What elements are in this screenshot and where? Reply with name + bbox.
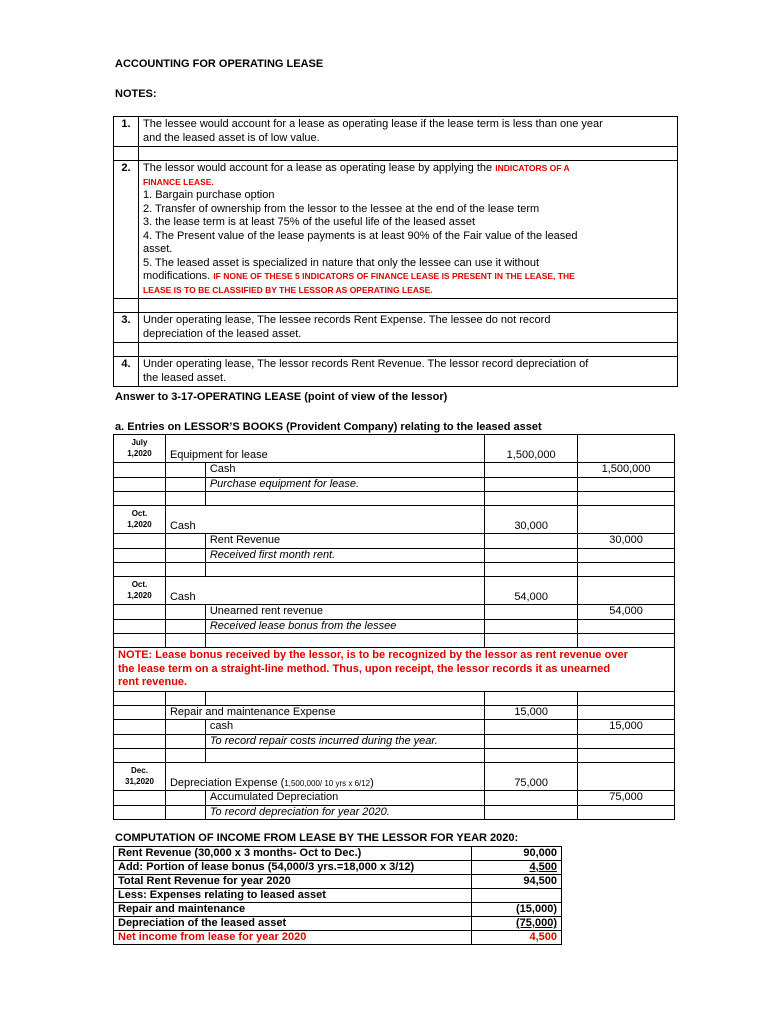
note-line: [143, 162, 673, 176]
journal-row: [114, 720, 675, 735]
debit-account: Cash: [165, 506, 484, 534]
journal-row: [114, 705, 675, 720]
note-row: [114, 161, 678, 299]
computation-row: [114, 847, 562, 861]
journal-row: [114, 463, 675, 478]
indicator-item: 1. Bargain purchase option: [142, 189, 275, 201]
depreciation-close: ): [370, 776, 374, 789]
debit-account: Repair and maintenance Expense: [165, 705, 484, 720]
entry-date: [114, 506, 166, 534]
computation-heading: COMPUTATION OF INCOME FROM LEASE BY THE LESSOR FOR YEAR 2020:: [115, 832, 519, 844]
computation-value-text: 4,500: [529, 861, 557, 873]
debit-account: [165, 763, 484, 791]
debit-amount: 75,000: [485, 763, 578, 791]
depreciation-formula: 1,500,000/ 10 yrs x 6/12: [284, 778, 371, 788]
spacer-row: [114, 691, 675, 705]
debit-amount: 30,000: [485, 506, 578, 534]
journal-row: [114, 548, 675, 563]
debit-account: Cash: [165, 577, 484, 605]
lease-bonus-note: [114, 648, 675, 692]
date-line: July: [131, 438, 148, 447]
note-row: [114, 117, 678, 147]
debit-amount: 15,000: [485, 705, 578, 720]
computation-value: [472, 917, 562, 931]
computation-value: [472, 889, 562, 903]
spacer-row: [114, 563, 675, 577]
answer-heading: Answer to 3-17-OPERATING LEASE (point of view of the lessor): [115, 391, 448, 403]
entry-explanation: To record depreciation for year 2020.: [205, 805, 484, 820]
spacer-row: [114, 634, 675, 648]
note-intro-red-2: FINANCE LEASE.: [142, 176, 214, 187]
note-line: and the leased asset is of low value.: [142, 131, 320, 144]
journal-row: [114, 619, 675, 634]
note-number: 2.: [114, 161, 139, 299]
credit-amount: 54,000: [578, 605, 675, 620]
entry-explanation: Purchase equipment for lease.: [205, 477, 484, 492]
credit-amount: 30,000: [578, 534, 675, 549]
credit-account: Unearned rent revenue: [205, 605, 484, 620]
note-text: [138, 313, 677, 343]
date-line: 1,2020: [127, 591, 152, 600]
date-line: Dec.: [131, 766, 148, 775]
computation-label: Net income from lease for year 2020: [114, 931, 472, 945]
debit-amount: 1,500,000: [485, 435, 578, 463]
entry-date: [114, 577, 166, 605]
debit-account: Equipment for lease: [165, 435, 484, 463]
spacer-row: [114, 299, 678, 313]
note-line: Under operating lease, The lessor records Rent Revenue. The lessor record depreciation of: [142, 358, 589, 370]
note-number: 4.: [114, 357, 139, 387]
computation-row: [114, 931, 562, 945]
journal-row: [114, 763, 675, 791]
journal-note-row: [114, 648, 675, 692]
credit-account: Accumulated Depreciation: [205, 791, 484, 806]
computation-value: [472, 861, 562, 875]
entry-date: [114, 435, 166, 463]
credit-account: Rent Revenue: [205, 534, 484, 549]
date-line: 31,2020: [125, 777, 154, 786]
journal-row: [114, 605, 675, 620]
journal-row: [114, 577, 675, 605]
note-line: NOTE: Lease bonus received by the lessor, is to be recognized by the lessor as rent revenue over: [118, 649, 628, 661]
notes-table: [113, 116, 678, 387]
entry-explanation: Received lease bonus from the lessee: [205, 619, 484, 634]
computation-value: 94,500: [472, 875, 562, 889]
note-line: depreciation of the leased asset.: [142, 327, 302, 340]
page-title: ACCOUNTING FOR OPERATING LEASE: [115, 58, 324, 70]
credit-account: cash: [205, 720, 484, 735]
journal-row: [114, 435, 675, 463]
indicator-item: 2. Transfer of ownership from the lessor to the lessee at the end of the lease term: [142, 202, 540, 215]
date-line: 1,2020: [127, 520, 152, 529]
debit-account-text: Depreciation Expense (: [169, 776, 285, 789]
entry-explanation: Received first month rent.: [205, 548, 484, 563]
note-intro: The lessor would account for a lease as operating lease by applying the: [142, 162, 493, 174]
computation-label: Rent Revenue (30,000 x 3 months- Oct to Dec.): [114, 847, 472, 861]
computation-label: Add: Portion of lease bonus (54,000/3 yrs.=18,000 x 3/12): [114, 861, 472, 875]
computation-table: [113, 846, 562, 945]
journal-row: [114, 534, 675, 549]
computation-label: Depreciation of the leased asset: [114, 917, 472, 931]
note-row: [114, 313, 678, 343]
note-line: the lease term on a straight-line method. Thus, upon receipt, the lessor records it as unearned: [118, 662, 611, 675]
indicator-item: 3. the lease term is at least 75% of the useful life of the leased asset: [142, 216, 476, 228]
journal-row: [114, 477, 675, 492]
spacer-row: [114, 492, 675, 506]
note-line: rent revenue.: [118, 676, 188, 688]
indicator-item: 5. The leased asset is specialized in nature that only the lessee can use it without: [142, 256, 540, 269]
note-number: 3.: [114, 313, 139, 343]
entries-heading: a. Entries on LESSOR’S BOOKS (Provident Company) relating to the leased asset: [115, 421, 542, 433]
note-intro-red: INDICATORS OF A: [495, 163, 570, 173]
computation-value: 90,000: [472, 847, 562, 861]
note-line: the leased asset.: [142, 371, 227, 384]
computation-row: [114, 917, 562, 931]
indicator-item: asset.: [142, 243, 173, 255]
note-text: [138, 117, 677, 147]
computation-label: Total Rent Revenue for year 2020: [114, 875, 472, 889]
computation-row: [114, 903, 562, 917]
note-row: [114, 357, 678, 387]
note-line: The lessee would account for a lease as operating lease if the lease term is less than one year: [142, 118, 603, 130]
spacer-row: [114, 749, 675, 763]
journal-row: [114, 506, 675, 534]
computation-label: Less: Expenses relating to leased asset: [114, 889, 472, 903]
journal-row: [114, 791, 675, 806]
journal-row: [114, 805, 675, 820]
note-last-red-2: LEASE IS TO BE CLASSIFIED BY THE LESSOR AS OPERATING LEASE.: [142, 284, 433, 295]
note-text: [138, 357, 677, 387]
computation-value-text: (75,000): [516, 917, 557, 929]
note-number: 1.: [114, 117, 139, 147]
credit-amount: 15,000: [578, 720, 675, 735]
computation-value: 4,500: [472, 931, 562, 945]
entry-date: [114, 763, 166, 791]
indicator-item: 4. The Present value of the lease payments is at least 90% of the Fair value of the leased: [142, 229, 578, 242]
date-line: 1,2020: [127, 449, 152, 458]
computation-row: [114, 861, 562, 875]
spacer-row: [114, 147, 678, 161]
note-line: Under operating lease, The lessee records Rent Expense. The lessee do not record: [142, 314, 551, 326]
journal-row: [114, 734, 675, 749]
computation-row: [114, 875, 562, 889]
date-line: Oct.: [131, 509, 148, 518]
journal-table: [113, 434, 675, 820]
computation-row: [114, 889, 562, 903]
computation-label: Repair and maintenance: [114, 903, 472, 917]
note-line: [143, 270, 673, 284]
date-line: Oct.: [131, 580, 148, 589]
credit-amount: 75,000: [578, 791, 675, 806]
computation-value: (15,000): [472, 903, 562, 917]
credit-amount: 1,500,000: [578, 463, 675, 478]
spacer-row: [114, 343, 678, 357]
debit-amount: 54,000: [485, 577, 578, 605]
notes-heading: NOTES:: [115, 88, 157, 100]
entry-explanation: To record repair costs incurred during the year.: [205, 734, 484, 749]
note-text: [138, 161, 677, 299]
note-last-black: modifications.: [142, 270, 211, 282]
credit-account: Cash: [205, 463, 484, 478]
note-last-red: IF NONE OF THESE 5 INDICATORS OF FINANCE LEASE IS PRESENT IN THE LEASE, THE: [213, 271, 575, 281]
